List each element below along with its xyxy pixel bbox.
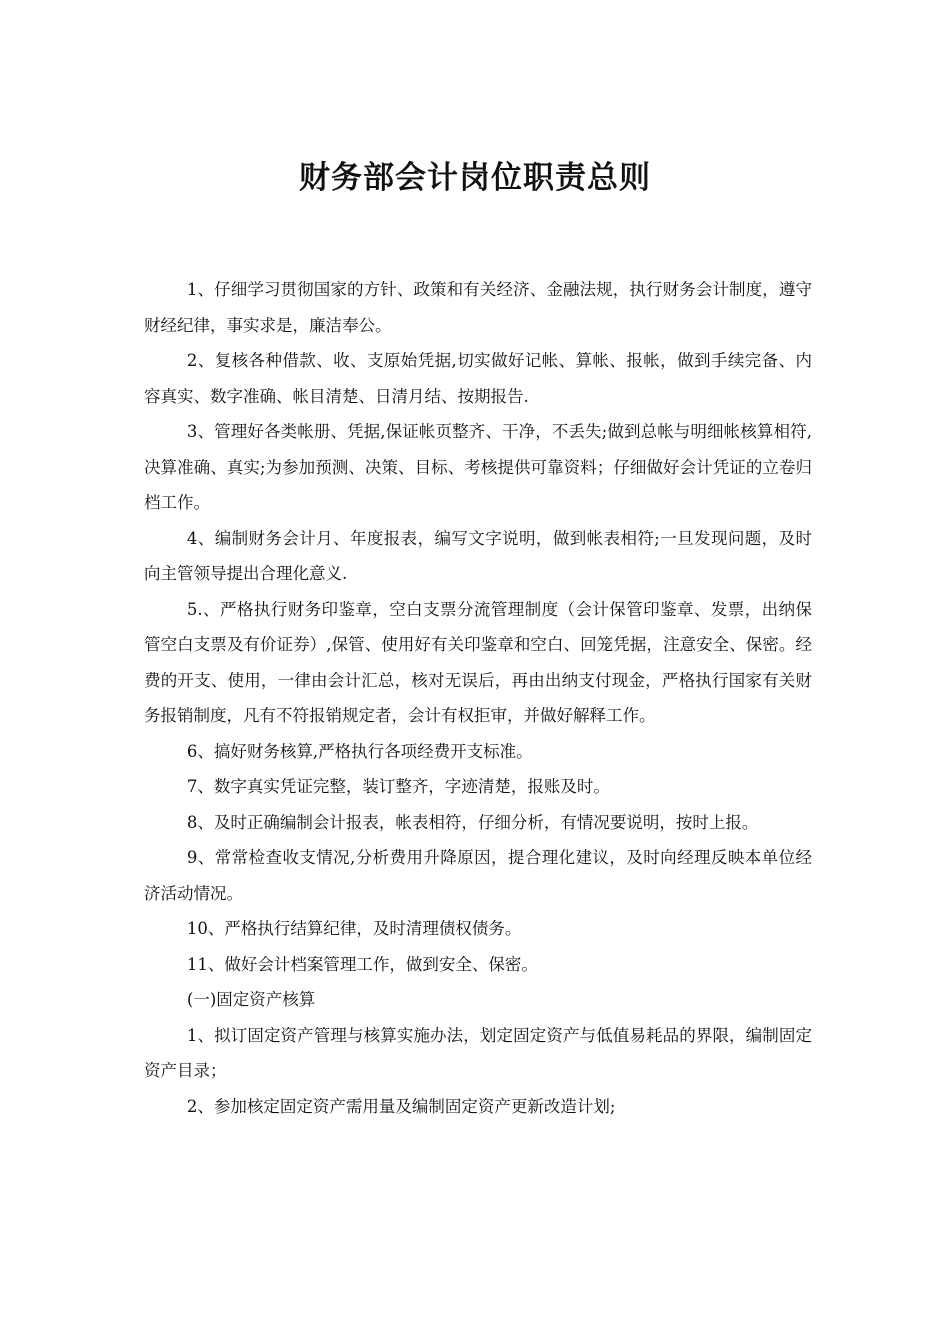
paragraph: 3、管理好各类帐册、凭据,保证帐页整齐、干净，不丢失;做到总帐与明细帐核算相符,决算准确、真实;为参加预测、决策、目标、考核提供可靠资料；仔细做好会计凭证的立卷归档工作。 bbox=[144, 422, 812, 512]
paragraph: 1、仔细学习贯彻国家的方针、政策和有关经济、金融法规，执行财务会计制度，遵守财经纪律，事实求是，廉洁奉公。 bbox=[144, 280, 812, 335]
paragraph: 2、参加核定固定资产需用量及编制固定资产更新改造计划; bbox=[186, 1096, 616, 1116]
paragraph: 2、复核各种借款、收、支原始凭据,切实做好记帐、算帐、报帐，做到手续完备、内容真实、数字准确、帐目清楚、日清月结、按期报告. bbox=[144, 351, 812, 406]
paragraph: 10、严格执行结算纪律，及时清理债权债务。 bbox=[186, 919, 522, 938]
paragraph: 8、及时正确编制会计报表，帐表相符，仔细分析，有情况要说明，按时上报。 bbox=[186, 812, 759, 832]
paragraph: 11、做好会计档案管理工作，做到安全、保密。 bbox=[186, 954, 538, 974]
document-body bbox=[144, 272, 812, 1124]
paragraph: 6、搞好财务核算,严格执行各项经费开支标准。 bbox=[186, 741, 533, 761]
paragraph: 1、拟订固定资产管理与核算实施办法，划定固定资产与低值易耗品的界限，编制固定资产目录； bbox=[144, 1025, 812, 1080]
section-heading: (一)固定资产核算 bbox=[186, 990, 316, 1009]
paragraph: 4、编制财务会计月、年度报表，编写文字说明，做到帐表相符;一旦发现问题，及时向主管领导提出合理化意义. bbox=[144, 528, 812, 583]
paragraph: 5.、严格执行财务印鉴章，空白支票分流管理制度（会计保管印鉴章、发票，出纳保管空白支票及有价证券）,保管、使用好有关印鉴章和空白、回笼凭据，注意安全、保密。经费的开支、使用，一律由会计汇总，核对无误后，再由出纳支付现金，严格执行国家有关财务报销制度，凡有不符报销规定者，会计有权拒审，并做好解释工作。 bbox=[144, 599, 812, 725]
document-title: 财务部会计岗位职责总则 bbox=[299, 160, 651, 196]
paragraph: 7、数字真实凭证完整，装订整齐，字迹清楚，报账及时。 bbox=[186, 777, 610, 796]
paragraph: 9、常常检查收支情况,分析费用升降原因，提合理化建议，及时向经理反映本单位经济活动情况。 bbox=[144, 848, 812, 903]
